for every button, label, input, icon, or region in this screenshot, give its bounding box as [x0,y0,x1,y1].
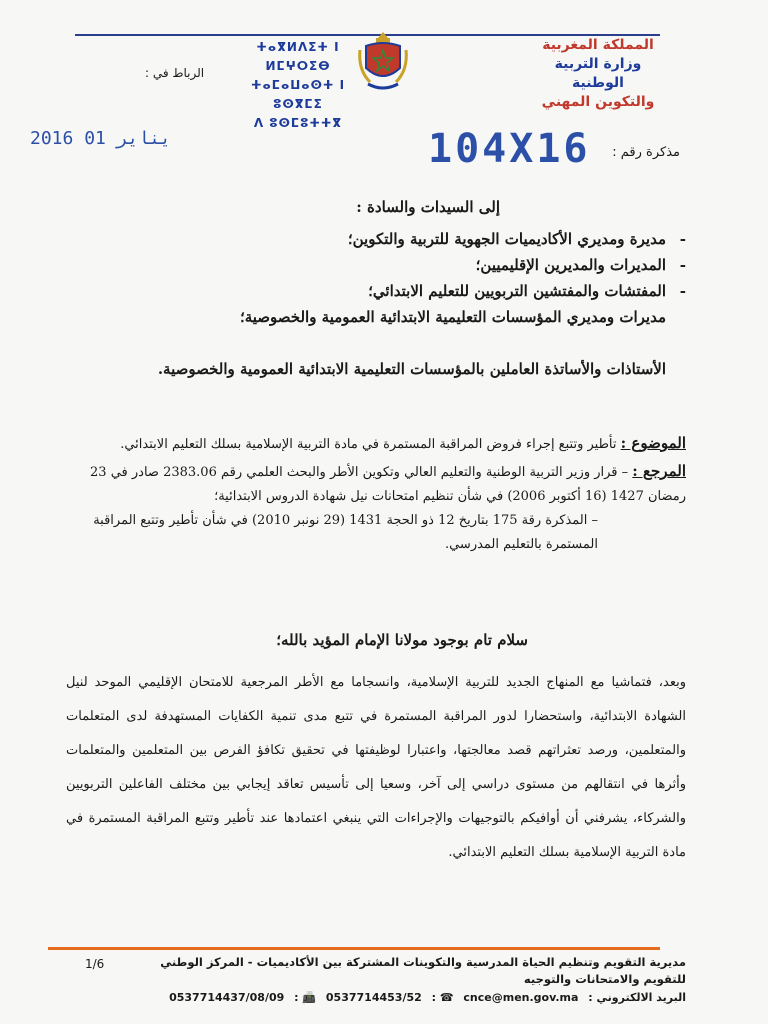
date-stamp: 2016 يناير 01 [30,128,171,149]
reference-item: – المذكرة رقة 175 بتاريخ 12 ذو الحجة 1431 (29 نونبر 2010) في شأن تأطير وتتبع المراقبة المستمرة بالتعليم المدرسي. [93,513,598,552]
subject-label: الموضوع : [620,434,686,452]
subject [66,434,686,452]
ministry-line: والتكوين المهني [541,94,655,110]
recipient-item: الأستاذات والأساتذة العاملين بالمؤسسات التعليمية الابتدائية العمومية والخصوصية. [157,360,666,378]
ministry-name-tifinagh [242,38,354,133]
references [66,459,686,557]
email-label: البريد الالكتروني : [588,991,686,1004]
ministry-name-arabic [538,36,658,112]
salutation: سلام تام بوجود مولانا الإمام المؤيد بالله؛ [276,631,528,649]
recipient-item: -مديرة ومديري الأكاديميات الجهوية للتربية والتكوين؛ [347,230,686,248]
rabat-date-label: الرباط في : [145,66,205,80]
recipient-text: المديرات والمديرين الإقليميين؛ [475,256,666,274]
memo-number-stamp: 104X16 [428,126,591,172]
tifinagh-line: ⵜⴰⵎⴰⵡⴰⵙⵜ ⵏ ⵓⵙⴳⵎⵉ [250,78,346,111]
phone-number: 0537714453/52 [325,991,422,1004]
recipient-item: -المفتشات والمفتشين التربويين للتعليم الابتدائي؛ [368,282,686,300]
footer-org-line: مديرية التقويم وتنظيم الحياة المدرسية والتكوينات المشتركة بين الأكاديميات - المركز الوطني [160,955,686,969]
recipient-item: مديرات ومديري المؤسسات التعليمية الابتدائية العمومية والخصوصية؛ [239,308,666,326]
recipient-text: مديرة ومديري الأكاديميات الجهوية للتربية والتكوين؛ [347,230,666,248]
moroccan-coat-of-arms-icon [358,30,408,92]
footer-organization [86,954,686,988]
body-paragraph: وبعد، فتماشيا مع المنهاج الجديد للتربية الإسلامية، وانسجاما مع الأطر المرجعية للامتحان الإقليمي الموحد لنيل الشهادة الابتدائية، واستحضارا لدور المراقبة المستمرة في تتبع مدى تنمية الكفايات المستهدفة لدى المتعلمات والمتعلمين، ورصد تعثراتهم قصد معالجتها، واعتبارا لوظيفتها في تحقيق تكافؤ الفرص بين المتعلمين والمتعلمات وأثرها في انتقالهم من مستوى دراسي إلى آخر، وسعيا إلى تأسيس تعاقد إيجابي بين مختلف الفاعلين التربويين والشركاء، يشرفني أن أوافيكم بالتوجيهات والإجراءات التي ينبغي اعتمادها عند تأطير وتتبع المراقبة المستمرة في مادة التربية الإسلامية بسلك التعليم الابتدائي. [66,675,686,860]
recipient-text: المفتشات والمفتشين التربويين للتعليم الابتدائي؛ [368,282,666,300]
fax-number: 0537714437/08/09 [169,991,285,1004]
references-label: المرجع : [632,462,686,480]
page-number: 1/6 [85,957,105,971]
subject-text: تأطير وتتبع إجراء فروض المراقبة المستمرة في مادة التربية الإسلامية بسلك التعليم الابتدائي. [120,437,617,452]
tifinagh-line: ⵜⴰⴳⵍⴷⵉⵜ ⵏ ⵍⵎⵖⵔⵉⴱ [256,40,340,73]
phone-icon: ☎ : [431,991,454,1004]
fax-icon: 📠 : [294,991,317,1004]
ministry-line: المملكة المغربية [542,37,654,53]
tifinagh-line: ⴷ ⵓⵙⵎⵓⵜⵜⴳ [253,116,343,130]
footer-org-line: للتقويم والامتحانات والتوجيه [523,972,686,986]
memo-number-label: مذكرة رقم : [612,145,680,160]
footer-rule [48,947,660,950]
ministry-line: وزارة التربية الوطنية [554,56,642,91]
recipients-title: إلى السيدات والسادة : [356,198,500,216]
reference-item: – قرار وزير التربية الوطنية والتعليم العالي وتكوين الأطر والبحث العلمي رقم 2383.06 صادر في 23 رمضان 1427 (16 أكتوبر 2006) في شأن تنظيم امتحانات نيل شهادة الدروس الابتدائية؛ [90,465,686,504]
recipient-item: -المديرات والمديرين الإقليميين؛ [475,256,686,274]
email-address[interactable]: cnce@men.gov.ma [463,991,579,1004]
footer-contacts [76,991,686,1004]
